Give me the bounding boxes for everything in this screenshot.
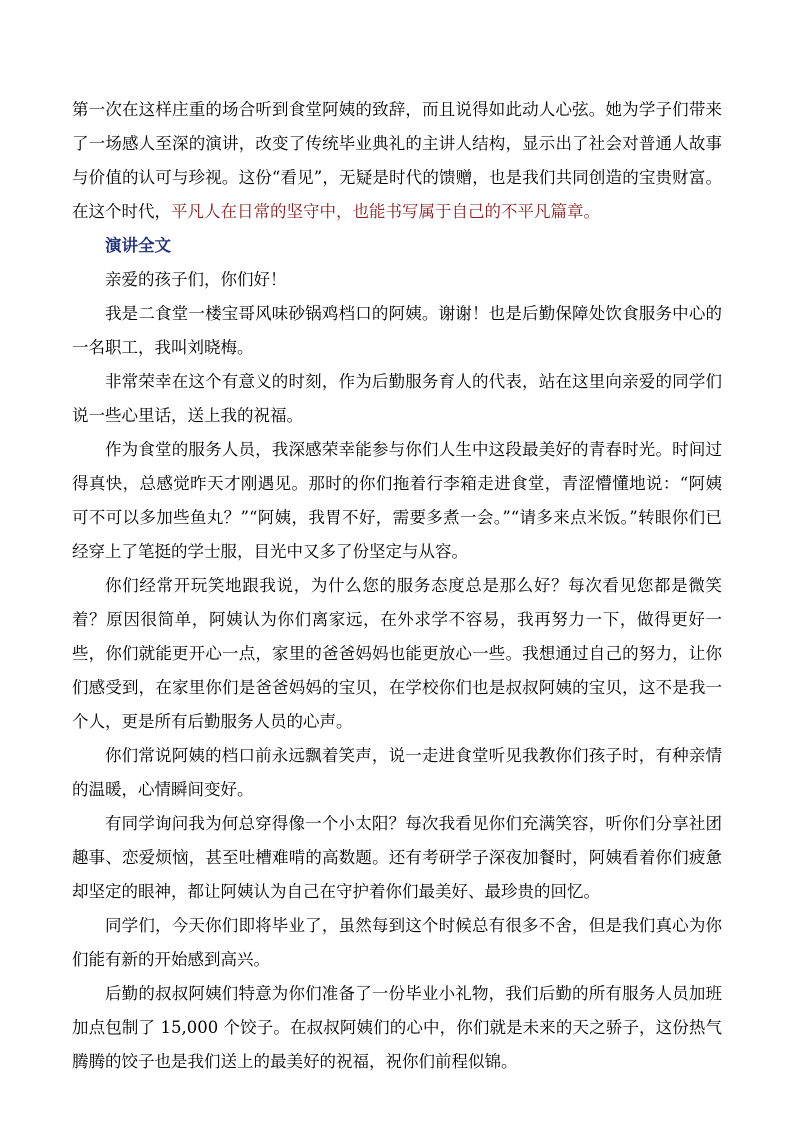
intro-paragraph [72, 93, 722, 229]
speech-paragraph-memories: 作为食堂的服务人员，我深感荣幸能参与你们人生中这段最美好的青春时光。时间过得真快，总感觉昨天才刚遇见。那时的你们拖着行李箱走进食堂，青涩懵懂地说：“阿姨可不可以多加些鱼丸？”“阿姨，我胃不好，需要多煮一会。”“请多来点米饭。”转眼你们已经穿上了笔挺的学士服，目光中又多了份坚定与从容。 [72, 440, 722, 561]
speech-paragraph-introduction: 我是二食堂一楼宝哥风味砂锅鸡档口的阿姨。谢谢！也是后勤保障处饮食服务中心的一名职工，我叫刘晓梅。 [72, 304, 722, 357]
speech-paragraph-little-sun: 有同学询问我为何总穿得像一个小太阳？每次我看见你们充满笑容，听你们分享社团趣事、恋爱烦恼，甚至吐槽难啃的高数题。还有考研学子深夜加餐时，阿姨看着你们疲惫却坚定的眼神，都让阿姨认为自己在守护着你们最美好、最珍贵的回忆。 [72, 814, 722, 901]
document-page [72, 93, 722, 1079]
intro-highlight-text: 平凡人在日常的坚守中，也能书写属于自己的不平凡篇章。 [171, 202, 600, 221]
speech-paragraph-graduation: 同学们，今天你们即将毕业了，虽然每到这个时候总有很多不舍，但是我们真心为你们能有新的开始感到高兴。 [72, 916, 722, 969]
speech-paragraph-honor: 非常荣幸在这个有意义的时刻，作为后勤服务育人的代表，站在这里向亲爱的同学们说一些心里话，送上我的祝福。 [72, 372, 722, 425]
speech-paragraph-laughter: 你们常说阿姨的档口前永远飘着笑声，说一走进食堂听见我教你们孩子时，有种亲情的温暖，心情瞬间变好。 [72, 746, 722, 799]
speech-paragraph-service-attitude: 你们经常开玩笑地跟我说，为什么您的服务态度总是那么好？每次看见您都是微笑着？原因很简单，阿姨认为你们离家远，在外求学不容易，我再努力一下，做得更好一些，你们就能更开心一点，家里的爸爸妈妈也能更放心一些。我想通过自己的努力，让你们感受到，在家里你们是爸爸妈妈的宝贝，在学校你们也是叔叔阿姨的宝贝，这不是我一个人，更是所有后勤服务人员的心声。 [72, 576, 722, 731]
intro-text: 第一次在这样庄重的场合听到食堂阿姨的致辞，而且说得如此动人心弦。她为学子们带来了一场感人至深的演讲，改变了传统毕业典礼的主讲人结构，显示出了社会对普通人故事与价值的认可与珍视。这份“看见”，无疑是时代的馈赠，也是我们共同创造的宝贵财富。在这个时代， [72, 100, 722, 221]
speech-paragraph-dumplings: 后勤的叔叔阿姨们特意为你们准备了一份毕业小礼物，我们后勤的所有服务人员加班加点包制了 15,000 个饺子。在叔叔阿姨们的心中，你们就是未来的天之骄子，这份热气腾腾的饺子也是我们送上的最美好的祝福，祝你们前程似锦。 [72, 984, 722, 1071]
speech-paragraph-greeting: 亲爱的孩子们，你们好！ [105, 270, 287, 289]
section-heading: 演讲全文 [105, 236, 171, 255]
